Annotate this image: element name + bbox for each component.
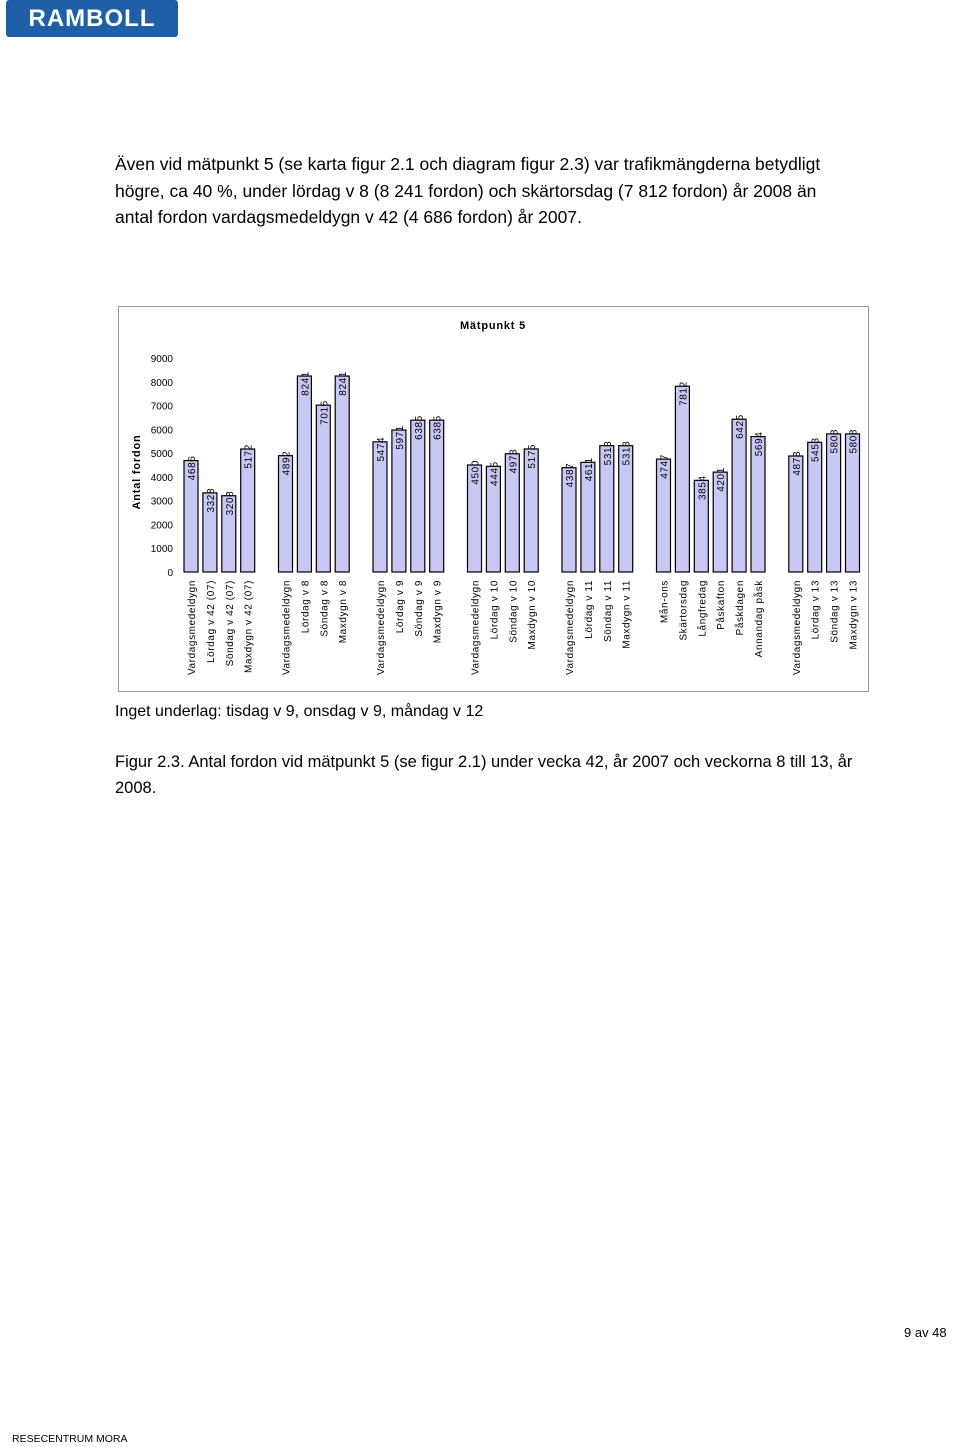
bar-value-label: 5313 bbox=[602, 440, 614, 466]
bar-value-label: 5971 bbox=[394, 425, 406, 450]
bar-value-label: 3854 bbox=[697, 475, 709, 501]
bar bbox=[411, 420, 425, 572]
y-axis-ticks bbox=[151, 354, 174, 579]
y-tick-label: 7000 bbox=[150, 401, 173, 413]
x-category-label: Vardagsmedeldygn bbox=[470, 580, 482, 676]
bar-value-label: 5172 bbox=[243, 444, 255, 469]
bar-value-label: 4892 bbox=[281, 450, 293, 476]
bar-value-label: 6385 bbox=[413, 415, 425, 440]
x-category-label: Söndag v 9 bbox=[413, 580, 425, 637]
bar-value-label: 4500 bbox=[470, 460, 482, 485]
bar-value-label: 4686 bbox=[187, 455, 198, 481]
chart-title: Mätpunkt 5 bbox=[459, 320, 527, 332]
x-category-label: Maxdygn v 10 bbox=[527, 580, 539, 650]
bar bbox=[732, 419, 746, 572]
x-category-label: Annandag påsk bbox=[754, 580, 765, 658]
x-category-label: Påskdagen bbox=[735, 580, 747, 636]
bar bbox=[430, 420, 444, 572]
bar bbox=[846, 434, 860, 572]
bar-value-label: 4201 bbox=[716, 467, 728, 492]
page-number: 9 av 48 bbox=[904, 1325, 947, 1340]
y-tick-label: 3000 bbox=[150, 496, 173, 508]
bar-value-label: 4747 bbox=[659, 454, 671, 479]
y-axis-label: Antal fordon bbox=[131, 434, 143, 510]
x-category-label: Påskafton bbox=[716, 580, 728, 630]
y-tick-label: 4000 bbox=[150, 472, 173, 484]
x-category-label: Söndag v 11 bbox=[602, 580, 614, 643]
bar-value-label: 4387 bbox=[565, 462, 576, 488]
intro-paragraph: Även vid mätpunkt 5 (se karta figur 2.1 och diagram figur 2.3) var trafikmängderna betydligt högre, ca 40 %, under lördag v 8 (8 241 fordon) och skärtorsdag (7 812 fordon) år 2008 än antal fordon vardagsmedeldygn v 42 (4 686 fordon) år 2007. bbox=[115, 154, 821, 227]
bar-value-label: 8241 bbox=[300, 371, 312, 396]
y-tick-label: 8000 bbox=[150, 377, 173, 389]
y-tick-label: 0 bbox=[167, 568, 173, 579]
x-category-label: Söndag v 42 (07) bbox=[224, 580, 236, 667]
figure-caption: Figur 2.3. Antal fordon vid mätpunkt 5 (se figur 2.1) under vecka 42, år 2007 och veckorna 8 till 13, år 2008. bbox=[115, 753, 853, 797]
bar-value-label: 7016 bbox=[319, 400, 331, 425]
x-category-label: Vardagsmedeldygn bbox=[281, 580, 293, 676]
bar bbox=[827, 434, 841, 572]
bar-value-label: 5474 bbox=[376, 436, 387, 462]
y-tick-label: 5000 bbox=[150, 449, 173, 461]
x-category-label: Vardagsmedeldygn bbox=[565, 580, 576, 676]
bar-value-label: 8241 bbox=[338, 371, 350, 396]
bar-chart bbox=[118, 306, 869, 692]
bar bbox=[297, 376, 311, 572]
bar-value-label: 5808 bbox=[829, 428, 841, 454]
footer-org: RESECENTRUM MORA bbox=[12, 1433, 128, 1445]
bar bbox=[335, 376, 349, 572]
bar-value-label: 5694 bbox=[754, 431, 765, 457]
x-category-label: Söndag v 10 bbox=[508, 580, 520, 643]
bar-value-label: 4973 bbox=[508, 448, 520, 474]
bar-value-label: 6385 bbox=[432, 415, 444, 440]
bar-value-label: 4445 bbox=[489, 461, 501, 486]
x-category-label: Skärtorsdag bbox=[678, 580, 690, 641]
x-category-label: Lördag v 11 bbox=[583, 580, 595, 639]
bar-value-label: 5453 bbox=[810, 437, 822, 462]
bar-value-label: 4611 bbox=[583, 457, 595, 482]
x-category-label: Mån-ons bbox=[659, 580, 671, 624]
bar-series bbox=[184, 371, 860, 675]
x-category-label: Lördag v 8 bbox=[300, 580, 312, 634]
bar-value-label: 7812 bbox=[678, 381, 690, 406]
ramboll-logo: RAMBOLL bbox=[6, 0, 178, 37]
x-category-label: Lördag v 10 bbox=[489, 580, 501, 640]
y-tick-label: 9000 bbox=[150, 354, 173, 365]
x-category-label: Lördag v 13 bbox=[810, 580, 822, 640]
y-tick-label: 6000 bbox=[150, 425, 173, 437]
x-category-label: Vardagsmedeldygn bbox=[376, 580, 387, 676]
x-category-label: Lördag v 42 (07) bbox=[205, 580, 217, 663]
x-category-label: Vardagsmedeldygn bbox=[791, 580, 803, 676]
x-category-label: Maxdygn v 11 bbox=[621, 580, 633, 649]
x-category-label: Maxdygn v 13 bbox=[848, 580, 860, 650]
x-category-label: Maxdygn v 9 bbox=[432, 580, 444, 644]
bar-value-label: 5313 bbox=[621, 440, 633, 466]
x-category-label: Lördag v 9 bbox=[394, 580, 406, 634]
x-category-label: Maxdygn v 42 (07) bbox=[243, 580, 255, 674]
bar-value-label: 5808 bbox=[848, 428, 860, 454]
bar bbox=[675, 386, 689, 572]
bar bbox=[316, 405, 330, 572]
bar-value-label: 3208 bbox=[224, 490, 236, 516]
bar-value-label: 3328 bbox=[205, 487, 217, 513]
y-tick-label: 2000 bbox=[150, 520, 173, 532]
x-category-label: Långfredag bbox=[697, 580, 709, 637]
bar-value-label: 5175 bbox=[527, 443, 539, 469]
bar-value-label: 4878 bbox=[791, 451, 803, 476]
x-category-label: Maxdygn v 8 bbox=[338, 580, 350, 644]
y-tick-label: 1000 bbox=[150, 544, 173, 556]
x-category-label: Vardagsmedeldygn bbox=[187, 580, 198, 676]
bar bbox=[392, 430, 406, 572]
x-category-label: Söndag v 13 bbox=[829, 580, 841, 643]
no-data-note: Inget underlag: tisdag v 9, onsdag v 9, måndag v 12 bbox=[115, 703, 484, 720]
x-category-label: Söndag v 8 bbox=[319, 580, 331, 637]
bar-value-label: 6425 bbox=[735, 414, 747, 439]
